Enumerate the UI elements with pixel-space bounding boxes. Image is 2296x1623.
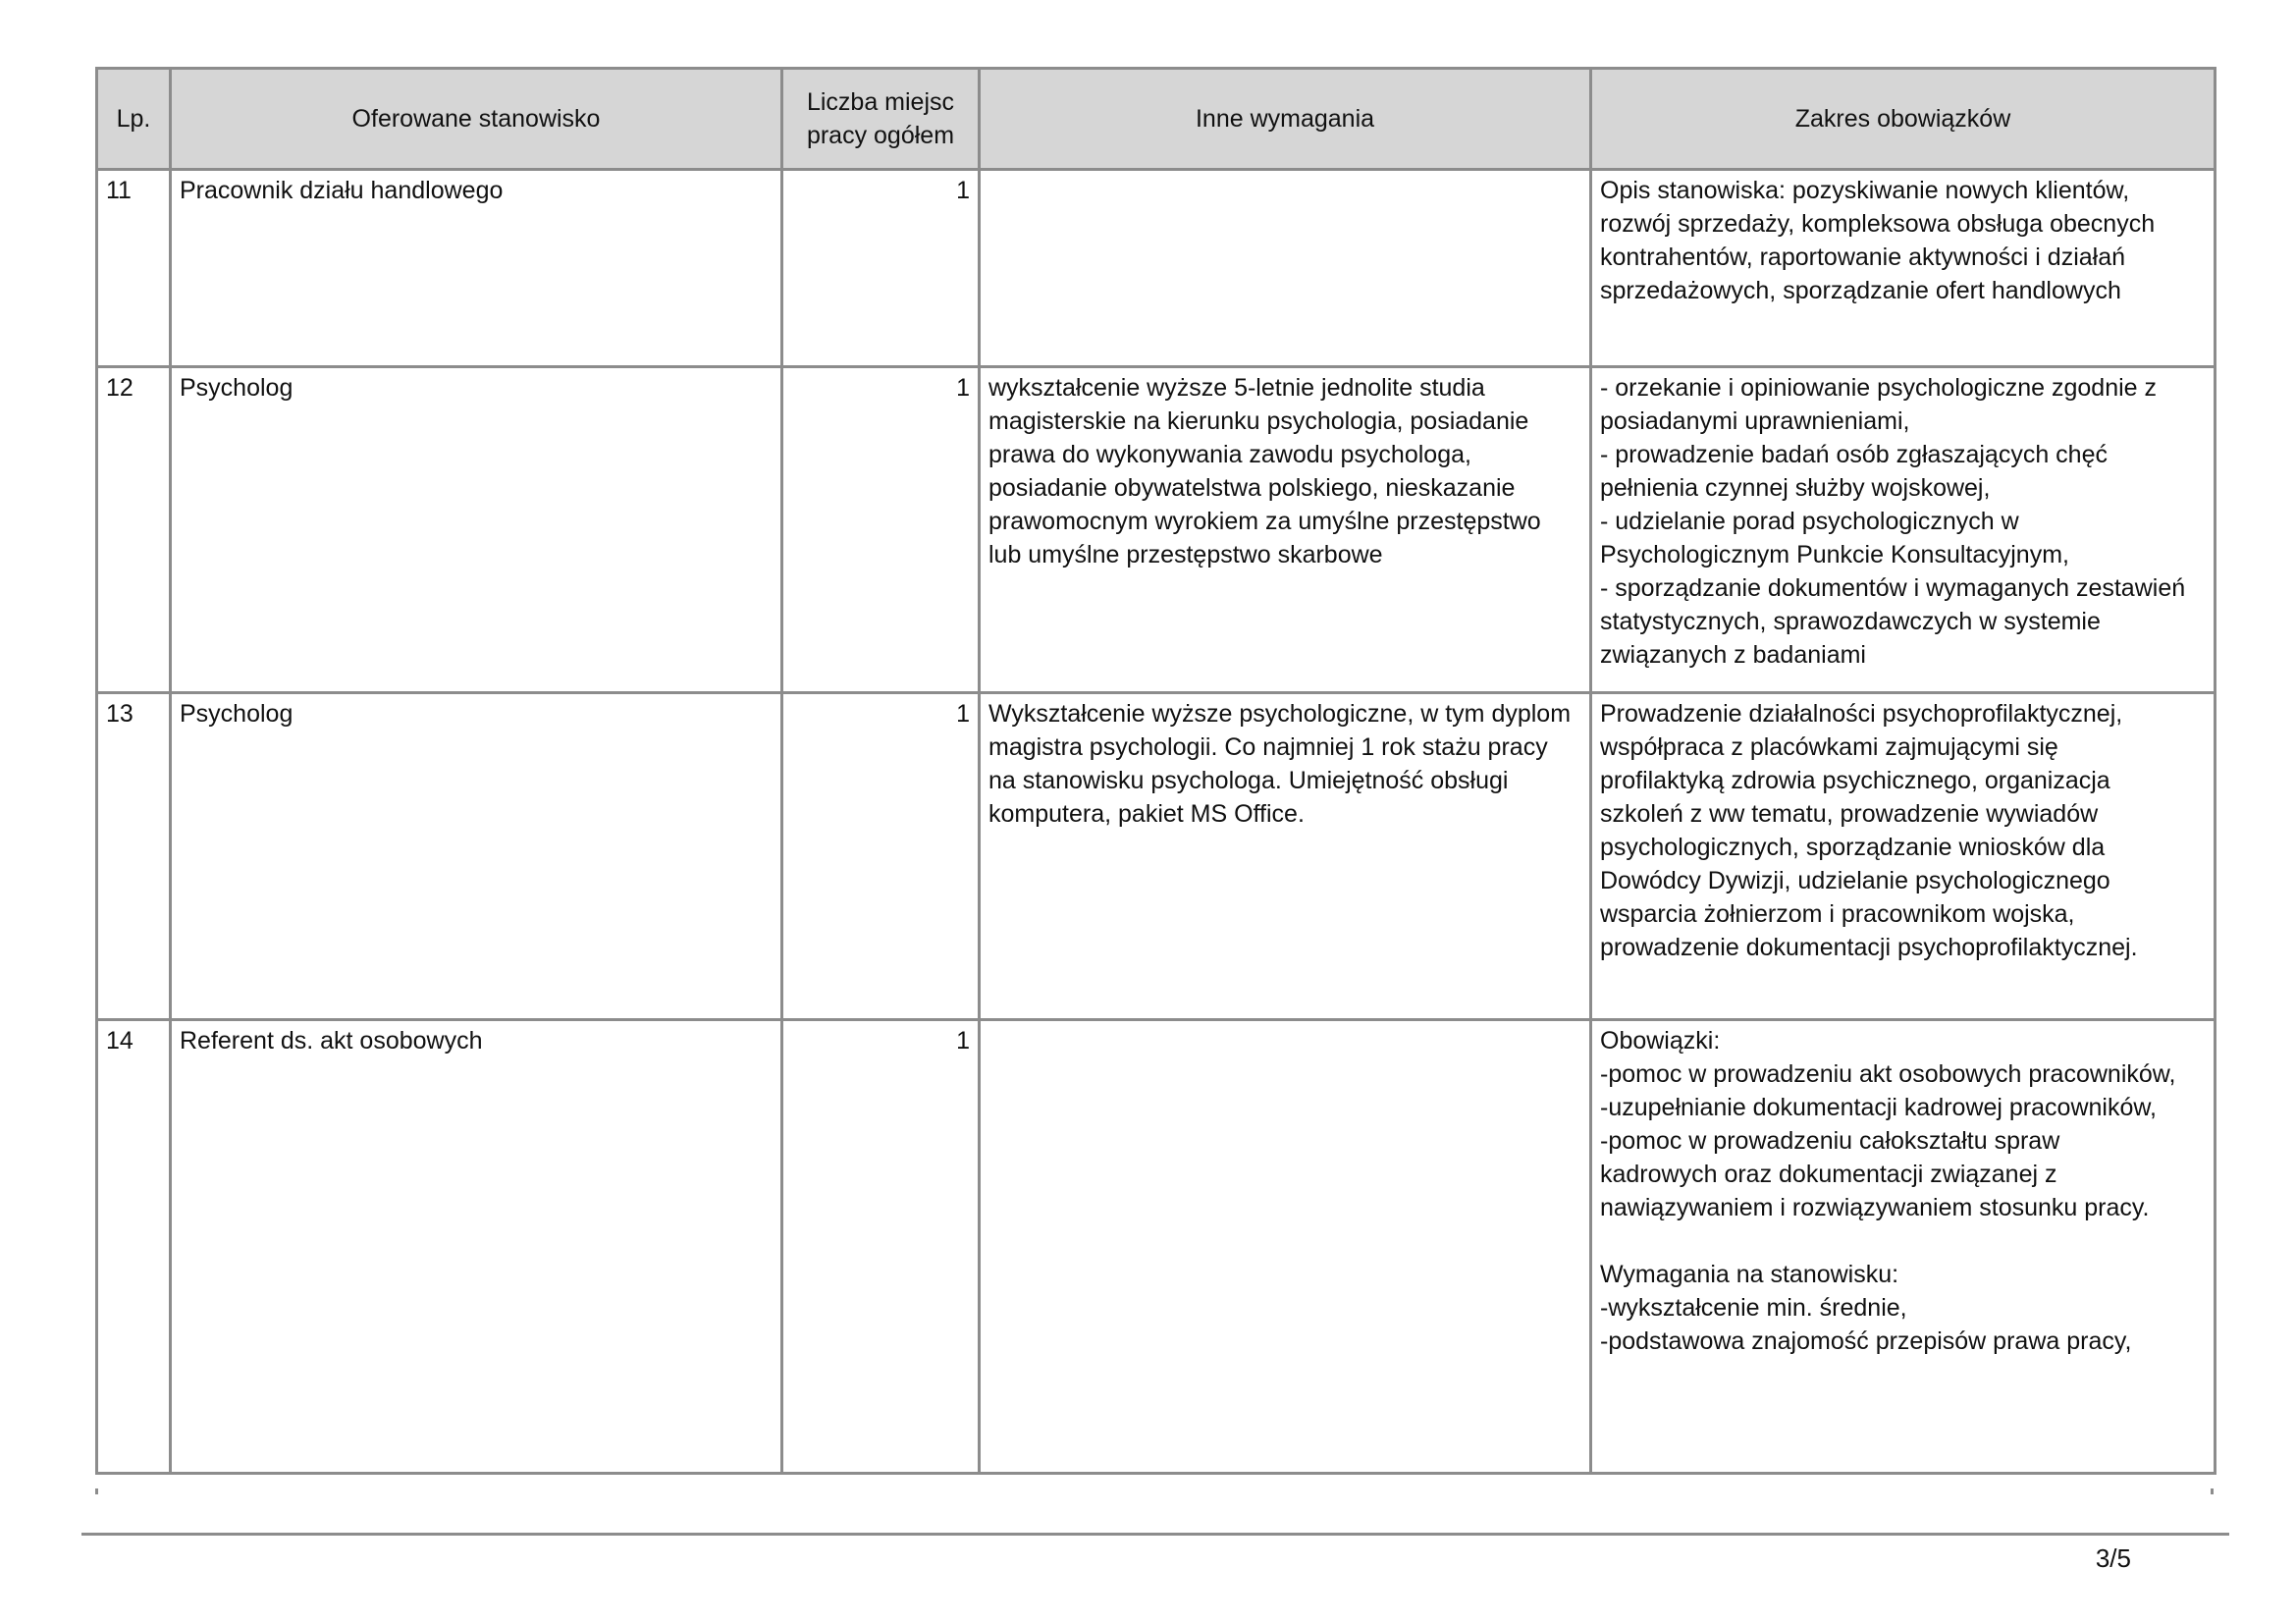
header-requirements: Inne wymagania	[980, 69, 1591, 170]
cell-count: 1	[782, 170, 980, 367]
cell-requirements	[980, 1020, 1591, 1474]
header-count: Liczba miejsc pracy ogółem	[782, 69, 980, 170]
cell-requirements	[980, 170, 1591, 367]
cell-count: 1	[782, 367, 980, 693]
job-offers-table	[95, 67, 2216, 1475]
cell-duties: Obowiązki: -pomoc w prowadzeniu akt osobowych pracowników, -uzupełnianie dokumentacji kadrowej pracowników, -pomoc w prowadzeniu całokształtu spraw kadrowych oraz dokumentacji związanej z nawiązywaniem i rozwiązywaniem stosunku pracy. Wymagania na stanowisku: -wykształcenie min. średnie, -podstawowa znajomość przepisów prawa pracy,	[1591, 1020, 2216, 1474]
cell-lp: 13	[97, 693, 171, 1020]
header-position: Oferowane stanowisko	[171, 69, 782, 170]
continuation-stub	[95, 1488, 98, 1494]
cell-duties: Prowadzenie działalności psychoprofilaktycznej, współpraca z placówkami zajmującymi się profilaktyką zdrowia psychicznego, organizacja szkoleń z ww tematu, prowadzenie wywiadów psychologicznych, sporządzanie wniosków dla Dowódcy Dywizji, udzielanie psychologicznego wsparcia żołnierzom i pracownikom wojska, prowadzenie dokumentacji psychoprofilaktycznej.	[1591, 693, 2216, 1020]
header-lp: Lp.	[97, 69, 171, 170]
table-row	[97, 1020, 2216, 1474]
footer-divider	[81, 1533, 2229, 1536]
cell-requirements: Wykształcenie wyższe psychologiczne, w tym dyplom magistra psychologii. Co najmniej 1 rok stażu pracy na stanowisku psychologa. Umiejętność obsługi komputera, pakiet MS Office.	[980, 693, 1591, 1020]
cell-position: Psycholog	[171, 367, 782, 693]
cell-position: Referent ds. akt osobowych	[171, 1020, 782, 1474]
cell-duties: - orzekanie i opiniowanie psychologiczne zgodnie z posiadanymi uprawnieniami, - prowadzenie badań osób zgłaszających chęć pełnienia czynnej służby wojskowej, - udzielanie porad psychologicznych w Psychologicznym Punkcie Konsultacyjnym, - sporządzanie dokumentów i wymaganych zestawień statystycznych, sprawozdawczych w systemie związanych z badaniami	[1591, 367, 2216, 693]
job-offers-table-wrapper	[95, 67, 2214, 1475]
cell-position: Pracownik działu handlowego	[171, 170, 782, 367]
table-header-row	[97, 69, 2216, 170]
continuation-stub	[2211, 1488, 2214, 1494]
table-row	[97, 693, 2216, 1020]
cell-lp: 11	[97, 170, 171, 367]
table-row	[97, 170, 2216, 367]
page-number: 3/5	[2095, 1543, 2131, 1573]
cell-count: 1	[782, 693, 980, 1020]
cell-lp: 14	[97, 1020, 171, 1474]
cell-lp: 12	[97, 367, 171, 693]
cell-duties: Opis stanowiska: pozyskiwanie nowych klientów, rozwój sprzedaży, kompleksowa obsługa obecnych kontrahentów, raportowanie aktywności i działań sprzedażowych, sporządzanie ofert handlowych	[1591, 170, 2216, 367]
table-row	[97, 367, 2216, 693]
cell-position: Psycholog	[171, 693, 782, 1020]
cell-count: 1	[782, 1020, 980, 1474]
header-duties: Zakres obowiązków	[1591, 69, 2216, 170]
table-continuation-stubs	[95, 1488, 2214, 1494]
cell-requirements: wykształcenie wyższe 5-letnie jednolite studia magisterskie na kierunku psychologia, posiadanie prawa do wykonywania zawodu psychologa, posiadanie obywatelstwa polskiego, nieskazanie prawomocnym wyrokiem za umyślne przestępstwo lub umyślne przestępstwo skarbowe	[980, 367, 1591, 693]
